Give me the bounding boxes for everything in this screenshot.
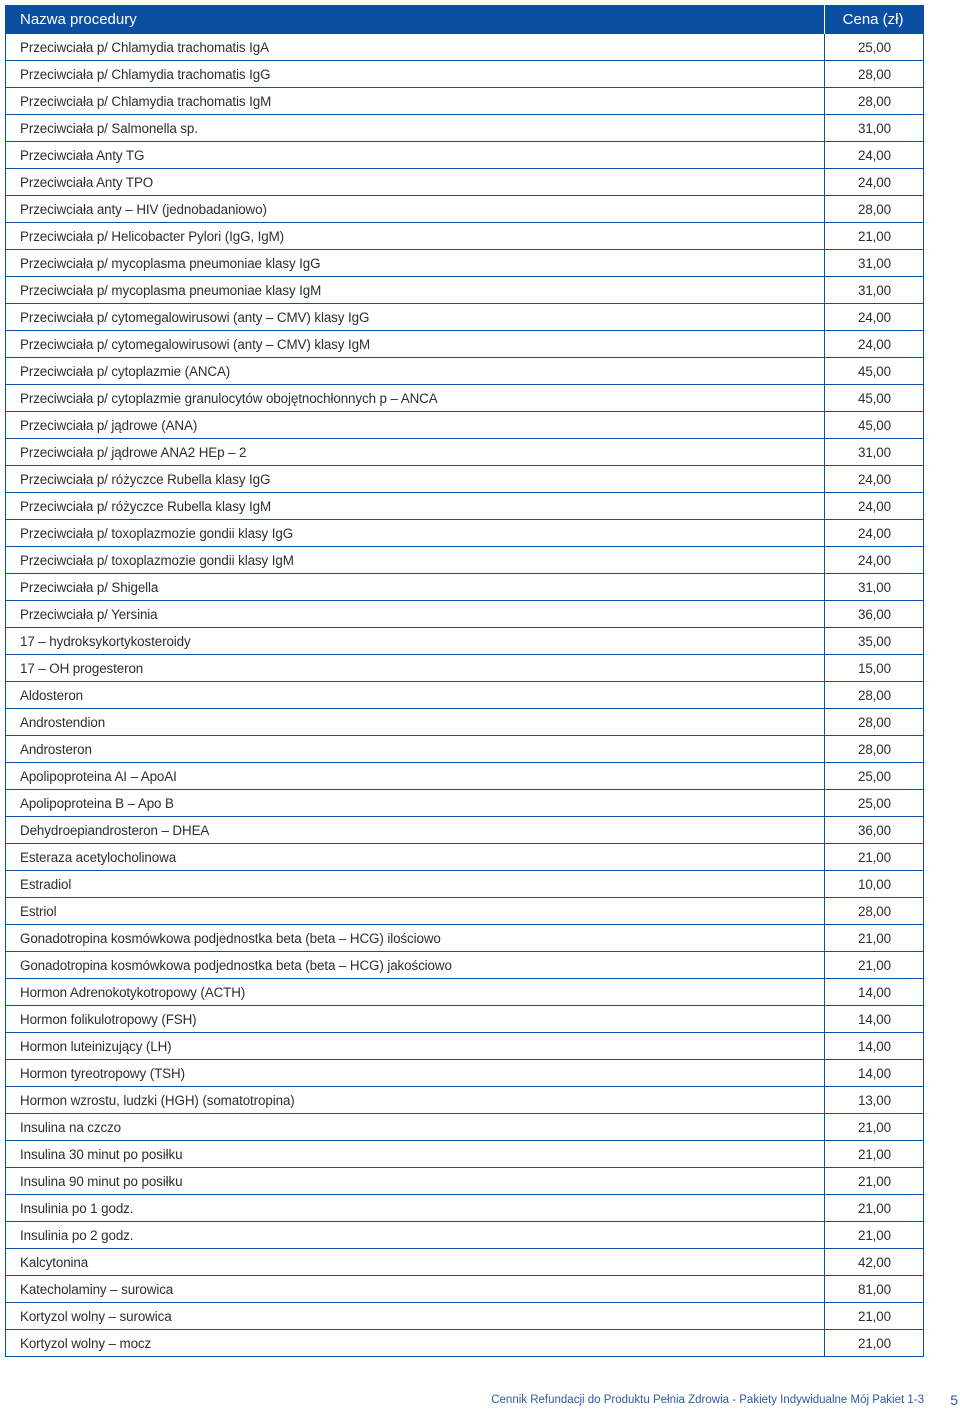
table-row bbox=[6, 493, 924, 520]
price-cell: 28,00 bbox=[825, 61, 924, 88]
table-row bbox=[6, 1114, 924, 1141]
procedure-name-cell: Apolipoproteina AI – ApoAI bbox=[6, 763, 825, 790]
table-row bbox=[6, 466, 924, 493]
procedure-name-cell: Hormon folikulotropowy (FSH) bbox=[6, 1006, 825, 1033]
procedure-name-cell: Hormon luteinizujący (LH) bbox=[6, 1033, 825, 1060]
procedure-name-cell: Apolipoproteina B – Apo B bbox=[6, 790, 825, 817]
price-cell: 24,00 bbox=[825, 493, 924, 520]
procedure-name-cell: Przeciwciała anty – HIV (jednobadaniowo) bbox=[6, 196, 825, 223]
price-cell: 31,00 bbox=[825, 277, 924, 304]
table-row bbox=[6, 34, 924, 61]
procedure-name-cell: Przeciwciała p/ Salmonella sp. bbox=[6, 115, 825, 142]
procedure-name-cell: Insulinia po 1 godz. bbox=[6, 1195, 825, 1222]
procedure-name-cell: Insulina 90 minut po posiłku bbox=[6, 1168, 825, 1195]
table-row bbox=[6, 250, 924, 277]
table-row bbox=[6, 196, 924, 223]
price-cell: 25,00 bbox=[825, 763, 924, 790]
price-cell: 21,00 bbox=[825, 844, 924, 871]
price-cell: 21,00 bbox=[825, 223, 924, 250]
price-cell: 45,00 bbox=[825, 358, 924, 385]
page-number: 5 bbox=[950, 1392, 958, 1408]
procedure-name-cell: Kalcytonina bbox=[6, 1249, 825, 1276]
price-cell: 28,00 bbox=[825, 736, 924, 763]
price-cell: 35,00 bbox=[825, 628, 924, 655]
price-cell: 21,00 bbox=[825, 952, 924, 979]
header-procedure-name: Nazwa procedury bbox=[6, 5, 825, 34]
procedure-name-cell: Insulinia po 2 godz. bbox=[6, 1222, 825, 1249]
procedure-name-cell: Przeciwciała p/ cytomegalowirusowi (anty – CMV) klasy IgM bbox=[6, 331, 825, 358]
procedure-name-cell: Przeciwciała p/ różyczce Rubella klasy IgM bbox=[6, 493, 825, 520]
table-row bbox=[6, 331, 924, 358]
procedure-name-cell: Przeciwciała p/ cytoplazmie granulocytów obojętnochłonnych p – ANCA bbox=[6, 385, 825, 412]
procedure-name-cell: Insulina na czczo bbox=[6, 1114, 825, 1141]
procedure-name-cell: Przeciwciała p/ toxoplazmozie gondii klasy IgM bbox=[6, 547, 825, 574]
table-row bbox=[6, 655, 924, 682]
price-cell: 42,00 bbox=[825, 1249, 924, 1276]
procedure-name-cell: Dehydroepiandrosteron – DHEA bbox=[6, 817, 825, 844]
procedure-name-cell: Przeciwciała Anty TG bbox=[6, 142, 825, 169]
procedure-name-cell: Przeciwciała p/ Yersinia bbox=[6, 601, 825, 628]
procedure-name-cell: Przeciwciała p/ cytoplazmie (ANCA) bbox=[6, 358, 825, 385]
price-cell: 24,00 bbox=[825, 466, 924, 493]
price-table bbox=[5, 5, 924, 1357]
table-row bbox=[6, 115, 924, 142]
price-cell: 21,00 bbox=[825, 1141, 924, 1168]
procedure-name-cell: Kortyzol wolny – mocz bbox=[6, 1330, 825, 1357]
table-row bbox=[6, 844, 924, 871]
price-cell: 24,00 bbox=[825, 304, 924, 331]
table-row bbox=[6, 1222, 924, 1249]
procedure-name-cell: Przeciwciała p/ jądrowe ANA2 HEp – 2 bbox=[6, 439, 825, 466]
table-row bbox=[6, 1141, 924, 1168]
procedure-name-cell: Esteraza acetylocholinowa bbox=[6, 844, 825, 871]
table-row bbox=[6, 1168, 924, 1195]
procedure-name-cell: Androstendion bbox=[6, 709, 825, 736]
price-cell: 21,00 bbox=[825, 1168, 924, 1195]
table-row bbox=[6, 790, 924, 817]
price-cell: 24,00 bbox=[825, 331, 924, 358]
procedure-name-cell: Gonadotropina kosmówkowa podjednostka beta (beta – HCG) jakościowo bbox=[6, 952, 825, 979]
procedure-name-cell: Przeciwciała p/ mycoplasma pneumoniae klasy IgG bbox=[6, 250, 825, 277]
procedure-name-cell: Kortyzol wolny – surowica bbox=[6, 1303, 825, 1330]
procedure-name-cell: Przeciwciała Anty TPO bbox=[6, 169, 825, 196]
price-cell: 36,00 bbox=[825, 817, 924, 844]
price-cell: 14,00 bbox=[825, 1033, 924, 1060]
table-row bbox=[6, 628, 924, 655]
price-cell: 31,00 bbox=[825, 574, 924, 601]
price-cell: 24,00 bbox=[825, 547, 924, 574]
table-row bbox=[6, 817, 924, 844]
price-cell: 81,00 bbox=[825, 1276, 924, 1303]
price-cell: 24,00 bbox=[825, 169, 924, 196]
price-cell: 45,00 bbox=[825, 385, 924, 412]
table-row bbox=[6, 223, 924, 250]
price-cell: 31,00 bbox=[825, 250, 924, 277]
procedure-name-cell: Androsteron bbox=[6, 736, 825, 763]
price-cell: 13,00 bbox=[825, 1087, 924, 1114]
price-cell: 28,00 bbox=[825, 709, 924, 736]
price-cell: 21,00 bbox=[825, 1330, 924, 1357]
price-cell: 25,00 bbox=[825, 34, 924, 61]
table-row bbox=[6, 1087, 924, 1114]
table-row bbox=[6, 871, 924, 898]
table-row bbox=[6, 1195, 924, 1222]
table-row bbox=[6, 358, 924, 385]
price-cell: 25,00 bbox=[825, 790, 924, 817]
price-cell: 31,00 bbox=[825, 439, 924, 466]
table-row bbox=[6, 1276, 924, 1303]
procedure-name-cell: Przeciwciała p/ Chlamydia trachomatis IgM bbox=[6, 88, 825, 115]
table-row bbox=[6, 547, 924, 574]
price-cell: 14,00 bbox=[825, 1060, 924, 1087]
price-cell: 21,00 bbox=[825, 1114, 924, 1141]
table-row bbox=[6, 925, 924, 952]
price-cell: 15,00 bbox=[825, 655, 924, 682]
table-row bbox=[6, 1006, 924, 1033]
footer-text: Cennik Refundacji do Produktu Pełnia Zdrowia - Pakiety Indywidualne Mój Pakiet 1-3 bbox=[491, 1394, 924, 1406]
table-row bbox=[6, 304, 924, 331]
procedure-name-cell: Przeciwciała p/ cytomegalowirusowi (anty – CMV) klasy IgG bbox=[6, 304, 825, 331]
table-row bbox=[6, 709, 924, 736]
table-row bbox=[6, 385, 924, 412]
price-cell: 36,00 bbox=[825, 601, 924, 628]
table-row bbox=[6, 88, 924, 115]
price-cell: 10,00 bbox=[825, 871, 924, 898]
price-cell: 14,00 bbox=[825, 1006, 924, 1033]
price-cell: 28,00 bbox=[825, 196, 924, 223]
procedure-name-cell: Aldosteron bbox=[6, 682, 825, 709]
price-cell: 21,00 bbox=[825, 1195, 924, 1222]
table-row bbox=[6, 1303, 924, 1330]
table-row bbox=[6, 574, 924, 601]
table-row bbox=[6, 979, 924, 1006]
procedure-name-cell: Insulina 30 minut po posiłku bbox=[6, 1141, 825, 1168]
table-row bbox=[6, 601, 924, 628]
header-price: Cena (zł) bbox=[825, 5, 924, 34]
procedure-name-cell: Estriol bbox=[6, 898, 825, 925]
procedure-name-cell: 17 – OH progesteron bbox=[6, 655, 825, 682]
price-cell: 28,00 bbox=[825, 898, 924, 925]
procedure-name-cell: Hormon wzrostu, ludzki (HGH) (somatotropina) bbox=[6, 1087, 825, 1114]
table-row bbox=[6, 277, 924, 304]
procedure-name-cell: Przeciwciała p/ Chlamydia trachomatis IgG bbox=[6, 61, 825, 88]
price-cell: 28,00 bbox=[825, 682, 924, 709]
procedure-name-cell: Przeciwciała p/ Helicobacter Pylori (IgG, IgM) bbox=[6, 223, 825, 250]
price-cell: 24,00 bbox=[825, 520, 924, 547]
table-header-row bbox=[6, 5, 924, 34]
price-cell: 21,00 bbox=[825, 925, 924, 952]
table-body bbox=[6, 34, 924, 1357]
table-row bbox=[6, 142, 924, 169]
table-row bbox=[6, 1033, 924, 1060]
price-cell: 45,00 bbox=[825, 412, 924, 439]
procedure-name-cell: Przeciwciała p/ jądrowe (ANA) bbox=[6, 412, 825, 439]
table-row bbox=[6, 736, 924, 763]
table-row bbox=[6, 1060, 924, 1087]
procedure-name-cell: Przeciwciała p/ toxoplazmozie gondii klasy IgG bbox=[6, 520, 825, 547]
table-row bbox=[6, 520, 924, 547]
table-row bbox=[6, 412, 924, 439]
price-cell: 21,00 bbox=[825, 1222, 924, 1249]
table-row bbox=[6, 898, 924, 925]
price-cell: 28,00 bbox=[825, 88, 924, 115]
procedure-name-cell: Przeciwciała p/ różyczce Rubella klasy IgG bbox=[6, 466, 825, 493]
table-row bbox=[6, 952, 924, 979]
procedure-name-cell: Przeciwciała p/ Shigella bbox=[6, 574, 825, 601]
procedure-name-cell: Przeciwciała p/ Chlamydia trachomatis IgA bbox=[6, 34, 825, 61]
procedure-name-cell: Hormon tyreotropowy (TSH) bbox=[6, 1060, 825, 1087]
procedure-name-cell: 17 – hydroksykortykosteroidy bbox=[6, 628, 825, 655]
table-row bbox=[6, 763, 924, 790]
procedure-name-cell: Hormon Adrenokotykotropowy (ACTH) bbox=[6, 979, 825, 1006]
procedure-name-cell: Katecholaminy – surowica bbox=[6, 1276, 825, 1303]
table-row bbox=[6, 1249, 924, 1276]
procedure-name-cell: Gonadotropina kosmówkowa podjednostka beta (beta – HCG) ilościowo bbox=[6, 925, 825, 952]
price-cell: 14,00 bbox=[825, 979, 924, 1006]
price-cell: 21,00 bbox=[825, 1303, 924, 1330]
price-cell: 31,00 bbox=[825, 115, 924, 142]
table-row bbox=[6, 169, 924, 196]
table-row bbox=[6, 682, 924, 709]
procedure-name-cell: Estradiol bbox=[6, 871, 825, 898]
procedure-name-cell: Przeciwciała p/ mycoplasma pneumoniae klasy IgM bbox=[6, 277, 825, 304]
table-row bbox=[6, 61, 924, 88]
table-row bbox=[6, 1330, 924, 1357]
price-cell: 24,00 bbox=[825, 142, 924, 169]
table-row bbox=[6, 439, 924, 466]
